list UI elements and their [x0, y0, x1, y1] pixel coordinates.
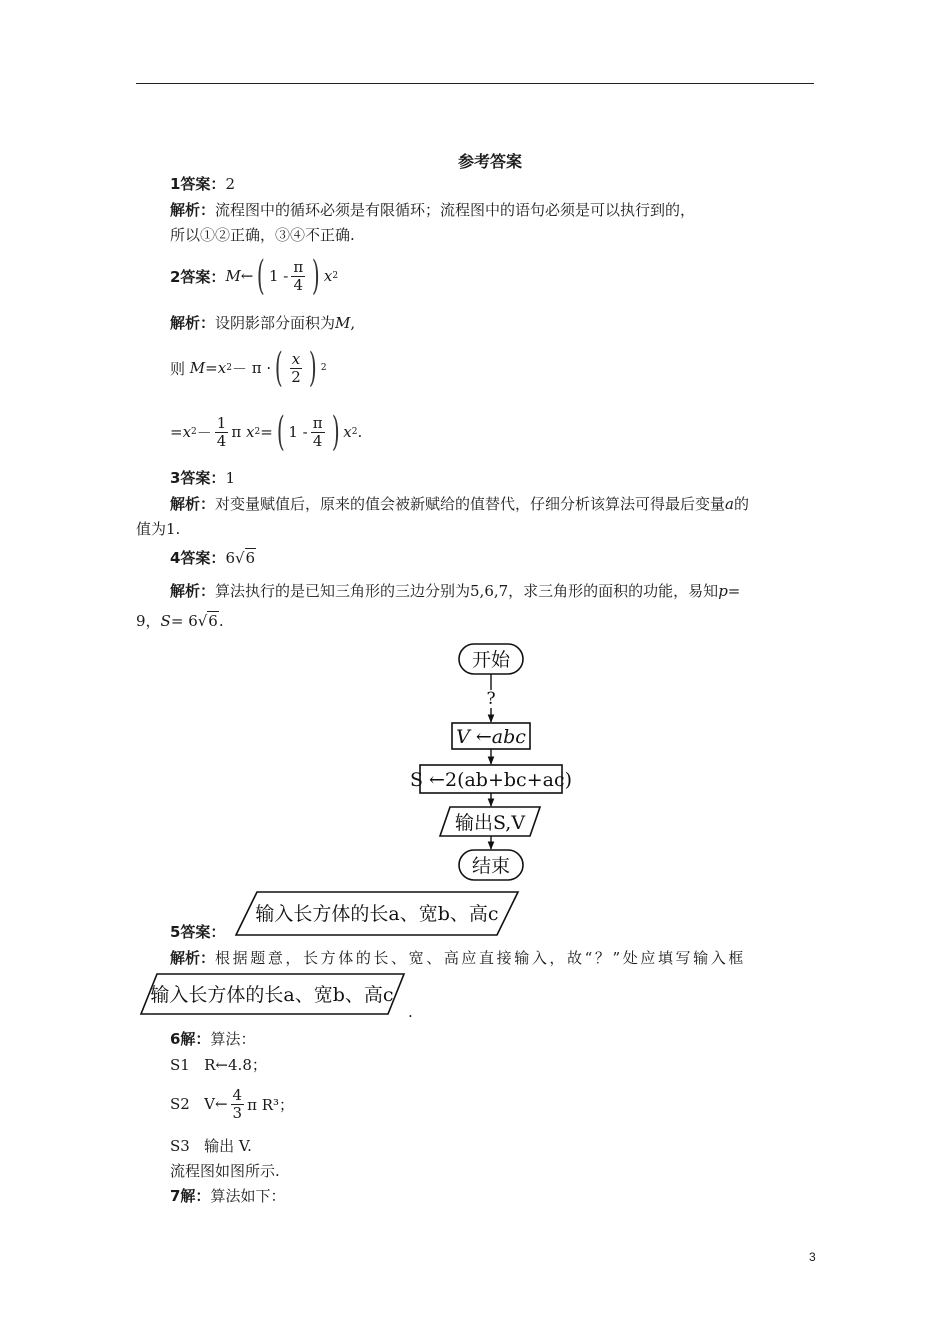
- step-s3: [170, 1135, 252, 1156]
- answer-5-label: [170, 921, 225, 942]
- frac-den: 4: [312, 431, 323, 450]
- step-s2-v: V←: [204, 1095, 228, 1113]
- equals: =: [170, 612, 184, 630]
- answer-3-value: 1: [225, 469, 235, 487]
- equals: =: [260, 423, 273, 441]
- analysis-5-text: 根据题意，长方体的长、宽、高应直接输入，故“？”处应填写输入框: [215, 949, 746, 967]
- analysis-3-text: 对变量赋值后，原来的值会被新赋给的值替代，仔细分析该算法可得最后变量: [215, 495, 726, 513]
- analysis-5-box-label: 输入长方体的长a、宽b、高c: [150, 984, 394, 1006]
- var-x: x: [245, 423, 255, 441]
- flow-end: [459, 850, 523, 880]
- answer-7: [170, 1185, 285, 1206]
- page-title: 参考答案: [458, 152, 523, 171]
- flow-start: [459, 644, 523, 674]
- assign-arrow: ←: [240, 267, 254, 285]
- radicand: 6: [208, 612, 218, 630]
- step-s1: [170, 1054, 267, 1075]
- page-number: 3: [809, 1250, 816, 1264]
- pi: π: [231, 423, 242, 441]
- var-x: x: [323, 267, 333, 285]
- var-M: M: [335, 314, 351, 332]
- answer-1-label: 1答案：: [170, 175, 226, 193]
- period: .: [357, 423, 363, 441]
- analysis-4-line2: 9，S= 6√6.: [136, 612, 224, 630]
- minus: －: [231, 359, 247, 378]
- then-word: 则: [170, 359, 186, 378]
- analysis-label: 解析：: [170, 495, 216, 513]
- step-s1-tag: S1: [170, 1056, 190, 1074]
- analysis-label: 解析：: [170, 949, 216, 967]
- one-minus: 1 -: [268, 267, 289, 285]
- exponent: 2: [351, 427, 358, 437]
- flow-step2-label: S ←2(ab+bc+ac): [410, 769, 572, 791]
- analysis-2-text: 设阴影部分面积为: [215, 314, 336, 332]
- analysis-3-line2: 值为1.: [136, 520, 181, 538]
- flow-step2: [410, 765, 572, 793]
- step-s3-body: 输出 V.: [204, 1137, 252, 1155]
- frac-den: 4: [216, 431, 227, 450]
- one-minus: 1 -: [288, 423, 308, 441]
- answer-6: [170, 1028, 255, 1049]
- analysis-5-line1: [170, 947, 746, 968]
- exponent: 2: [226, 363, 232, 373]
- flow-end-label: 结束: [471, 855, 511, 877]
- analysis-1-line2: 所以①②正确，③④不正确.: [170, 226, 355, 244]
- left-paren: (: [257, 253, 266, 299]
- right-paren: ): [312, 253, 320, 299]
- answer-7-intro: 算法如下：: [210, 1187, 286, 1205]
- var-x: x: [182, 423, 192, 441]
- answer-4-radicand: 6: [245, 549, 256, 567]
- answer-6-intro: 算法：: [210, 1030, 256, 1048]
- answer-6-label: 6解：: [170, 1030, 211, 1048]
- pi-dot: π ·: [251, 359, 272, 377]
- flow-unknown: ?: [486, 689, 496, 709]
- var-x: x: [343, 423, 352, 441]
- step-s2-tail: π R³；: [247, 1095, 295, 1114]
- left-paren: (: [275, 345, 283, 391]
- answer-7-label: 7解：: [170, 1187, 211, 1205]
- frac-num: π: [312, 414, 323, 432]
- minus: －: [196, 423, 212, 442]
- answer-1-value: 2: [225, 175, 235, 193]
- step-s2: [170, 1080, 294, 1128]
- frac-den: 3: [232, 1103, 243, 1122]
- coef: 6: [188, 612, 198, 630]
- answer-4-label: 4答案：: [170, 549, 226, 567]
- answer-2-label: 2答案：: [170, 267, 226, 286]
- frac-num: x: [291, 350, 301, 368]
- fraction-4-3: [231, 1087, 245, 1121]
- step-s1-body: R←4.8；: [204, 1056, 267, 1074]
- analysis-4-text: 算法执行的是已知三角形的三边分别为5,6,7，求三角形的面积的功能，易知: [215, 582, 719, 600]
- analysis-4-line2-start: 9，: [136, 612, 161, 630]
- var-S: S: [160, 612, 171, 630]
- left-paren: (: [276, 409, 285, 455]
- answer-6-after: 流程图如图所示.: [170, 1162, 280, 1180]
- frac-den: 2: [291, 367, 301, 386]
- var-x: x: [217, 359, 227, 377]
- var-p: p: [718, 582, 728, 600]
- flow-output: [440, 807, 540, 836]
- analysis-label: 解析：: [170, 201, 216, 219]
- right-paren: ): [331, 409, 340, 455]
- flow-step1: [452, 723, 530, 749]
- equals: =: [727, 582, 741, 600]
- analysis-3-tail: 的: [733, 495, 749, 513]
- flow-output-label: 输出S,V: [454, 812, 526, 834]
- frac-num: π: [293, 258, 304, 276]
- analysis-5-input-box: [141, 974, 404, 1014]
- answer-5-input-box: [236, 892, 518, 935]
- exponent: 2: [191, 427, 197, 437]
- right-paren: ): [309, 345, 317, 391]
- equals: =: [170, 423, 183, 441]
- answer-5-label-text: 5答案：: [170, 923, 226, 941]
- comma: ,: [350, 314, 356, 332]
- analysis-label: 解析：: [170, 582, 216, 600]
- analysis-1-text: 流程图中的循环必须是有限循环；流程图中的语句必须是可以执行到的，: [215, 201, 696, 219]
- equals: =: [205, 359, 218, 377]
- answer-4: 4答案：6√6: [170, 549, 256, 567]
- exponent: 2: [332, 271, 339, 281]
- step-s3-tag: S3: [170, 1137, 190, 1155]
- var-a: a: [725, 495, 734, 513]
- answer-3-label: 3答案：: [170, 469, 226, 487]
- period: .: [218, 612, 224, 630]
- flow-start-label: 开始: [471, 649, 511, 671]
- var-M: M: [189, 359, 206, 377]
- answer-5-box-label: 输入长方体的长a、宽b、高c: [255, 903, 499, 925]
- step-s2-tag: S2: [170, 1095, 190, 1113]
- var-M: M: [225, 267, 241, 285]
- frac-den: 4: [293, 275, 304, 294]
- flow-step1-label: V ←abc: [456, 726, 526, 748]
- frac-num: 4: [232, 1086, 243, 1104]
- exponent: 2: [320, 363, 327, 373]
- frac-num: 1: [216, 414, 227, 432]
- analysis-5-period: .: [408, 1003, 413, 1021]
- analysis-label: 解析：: [170, 314, 216, 332]
- answer-4-coef: 6: [225, 549, 235, 567]
- exponent: 2: [254, 427, 261, 437]
